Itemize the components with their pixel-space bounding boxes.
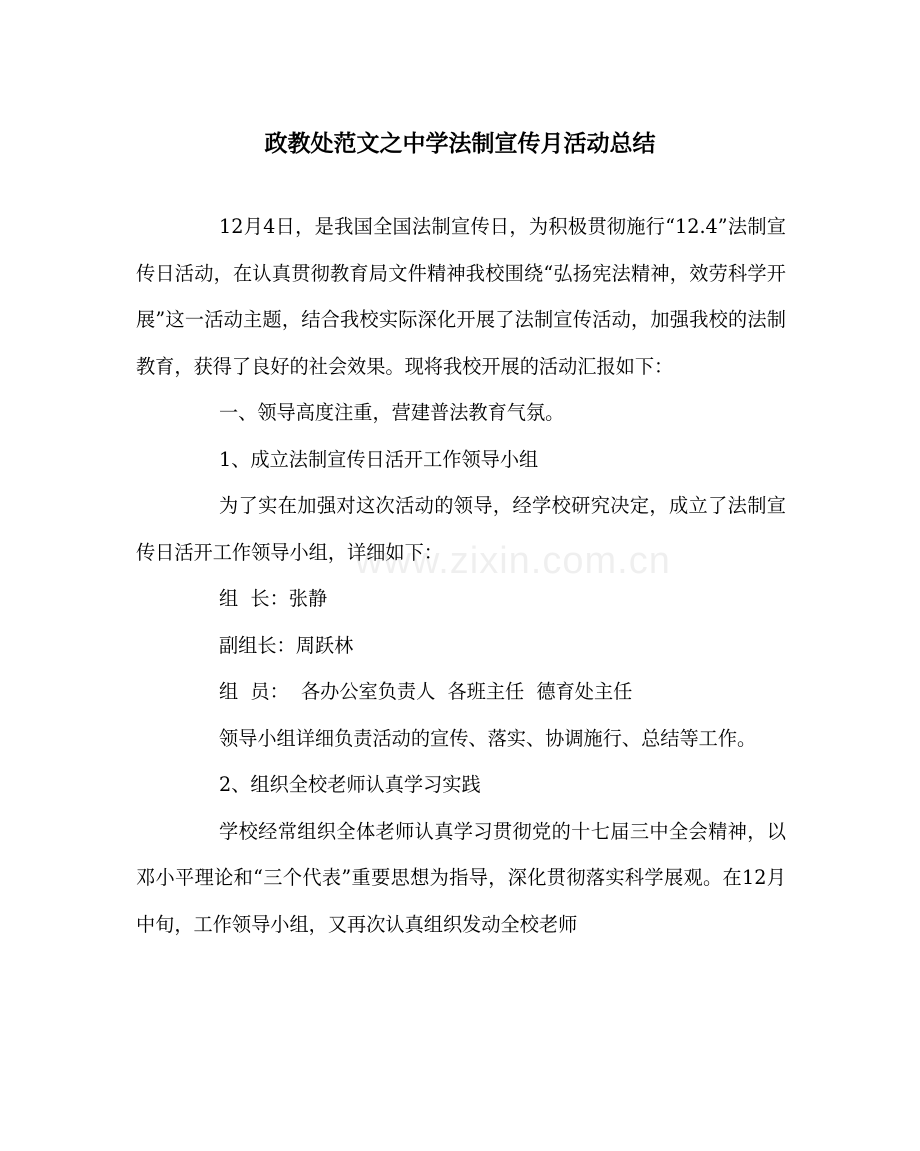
section-heading-1: 一、领导高度注重，营建普法教育气氛。: [219, 401, 565, 424]
group-members-line: 组 员： 各办公室负责人 各班主任 德育处主任: [219, 680, 633, 703]
subsection-heading-1: 1、成立法制宣传日活开工作领导小组: [219, 447, 539, 471]
deputy-leader-line: 副组长：周跃林: [219, 633, 354, 657]
paragraph-group-duties: 领导小组详细负责活动的宣传、落实、协调施行、总结等工作。: [219, 726, 757, 750]
paragraph-group-setup: 为了实在加强对这次活动的领导，经学校研究决定，成立了法制宣传日活开工作领导小组，详细如下：: [136, 494, 786, 564]
document-title: 政教处范文之中学法制宣传月活动总结: [264, 131, 656, 157]
group-leader-line: 组 长：张静: [219, 587, 328, 610]
watermark-text: www.zixin.com.cn: [355, 540, 671, 582]
paragraph-study: 学校经常组织全体老师认真学习贯彻党的十七届三中全会精神，以邓小平理论和“三个代表”重要思想为指导，深化贯彻落实科学展观。在12月中旬，工作领导小组，又再次认真组织发动全校老师: [136, 819, 786, 936]
subsection-heading-2: 2、组织全校老师认真学习实践: [219, 773, 481, 796]
paragraph-intro: 12月4日，是我国全国法制宣传日，为积极贯彻施行“12.4”法制宣传日活动，在认真贯彻教育局文件精神我校围绕“弘扬宪法精神，效劳科学开展”这一活动主题，结合我校实际深化开展了法制宣传活动，加强我校的法制教育，获得了良好的社会效果。现将我校开展的活动汇报如下：: [136, 215, 786, 378]
